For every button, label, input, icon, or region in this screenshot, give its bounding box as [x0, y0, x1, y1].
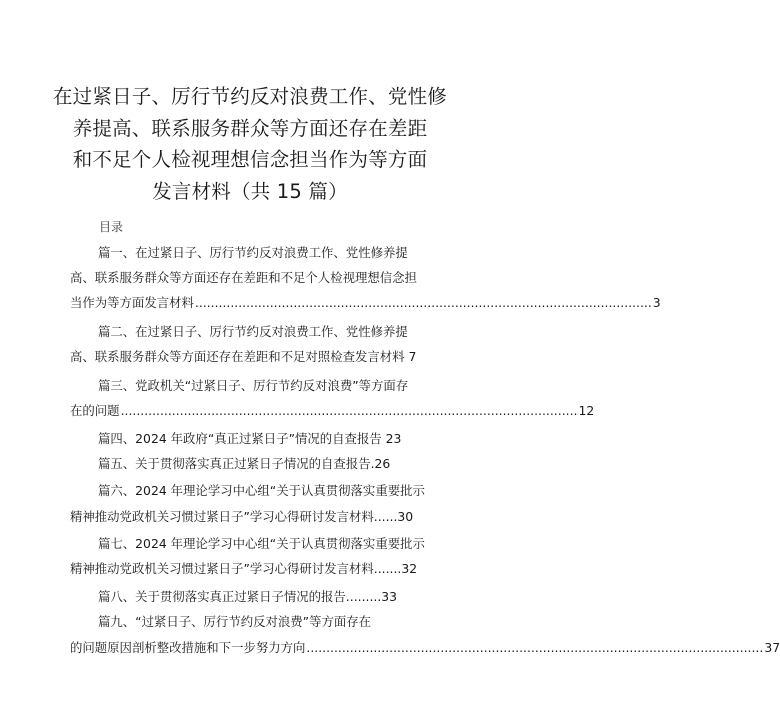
toc-entry-9-page: 37	[764, 640, 780, 655]
toc-entry-9-line-2[interactable]	[70, 640, 780, 656]
leader-dots: ....................................................................................................................	[194, 295, 652, 310]
toc-entry-6-line-2[interactable]: 精神推动党政机关习惯过紧日子”学习心得研讨发言材料......30	[70, 509, 414, 524]
toc-entry-7-line-2[interactable]: 精神推动党政机关习惯过紧日子”学习心得研讨发言材料.......32	[70, 561, 418, 576]
toc-entry-2-line-1[interactable]: 篇二、在过紧日子、厉行节约反对浪费工作、党性修养提	[98, 324, 408, 339]
toc-entry-3-line-1[interactable]: 篇三、党政机关“过紧日子、厉行节约反对浪费”等方面存	[98, 378, 409, 393]
toc-entry-2-line-2[interactable]: 高、联系服务群众等方面还存在差距和不足对照检查发言材料 7	[70, 349, 417, 364]
toc-entry-1-line-2[interactable]: 高、联系服务群众等方面还存在差距和不足个人检视理想信念担	[70, 270, 417, 285]
title-line-3: 和不足个人检视理想信念担当作为等方面	[72, 148, 428, 171]
toc-entry-4[interactable]: 篇四、2024 年政府“真正过紧日子”情况的自查报告 23	[98, 431, 402, 446]
toc-entry-8[interactable]: 篇八、关于贯彻落实真正过紧日子情况的报告.........33	[98, 589, 398, 604]
toc-entry-3-title-end: 在的问题	[70, 403, 120, 418]
toc-entry-7-line-1[interactable]: 篇七、2024 年理论学习中心组“关于认真贯彻落实重要批示	[98, 536, 425, 551]
toc-entry-9-line-1[interactable]: 篇九、“过紧日子、厉行节约反对浪费”等方面存在	[98, 614, 372, 629]
toc-entry-6-line-1[interactable]: 篇六、2024 年理论学习中心组“关于认真贯彻落实重要批示	[98, 483, 425, 498]
toc-entry-5[interactable]: 篇五、关于贯彻落实真正过紧日子情况的自查报告.26	[98, 456, 391, 471]
leader-dots: ....................................................................................................................	[306, 640, 764, 655]
toc-entry-1-line-3[interactable]	[70, 295, 661, 311]
leader-dots: ....................................................................................................................	[120, 403, 578, 418]
toc-entry-3-page: 12	[578, 403, 595, 418]
toc-entry-1-title-end: 当作为等方面发言材料	[70, 295, 194, 310]
title-line-2: 养提高、联系服务群众等方面还存在差距	[72, 117, 428, 140]
title-line-1: 在过紧日子、厉行节约反对浪费工作、党性修	[52, 85, 447, 108]
toc-heading: 目录	[99, 220, 124, 234]
toc-entry-9-title-end: 的问题原因剖析整改措施和下一步努力方向	[70, 640, 306, 655]
toc-entry-1-page: 3	[652, 295, 661, 310]
toc-entry-1-line-1[interactable]: 篇一、在过紧日子、厉行节约反对浪费工作、党性修养提	[98, 245, 408, 260]
toc-entry-3-line-2[interactable]	[70, 403, 595, 419]
title-line-4: 发言材料（共 15 篇）	[152, 180, 348, 203]
